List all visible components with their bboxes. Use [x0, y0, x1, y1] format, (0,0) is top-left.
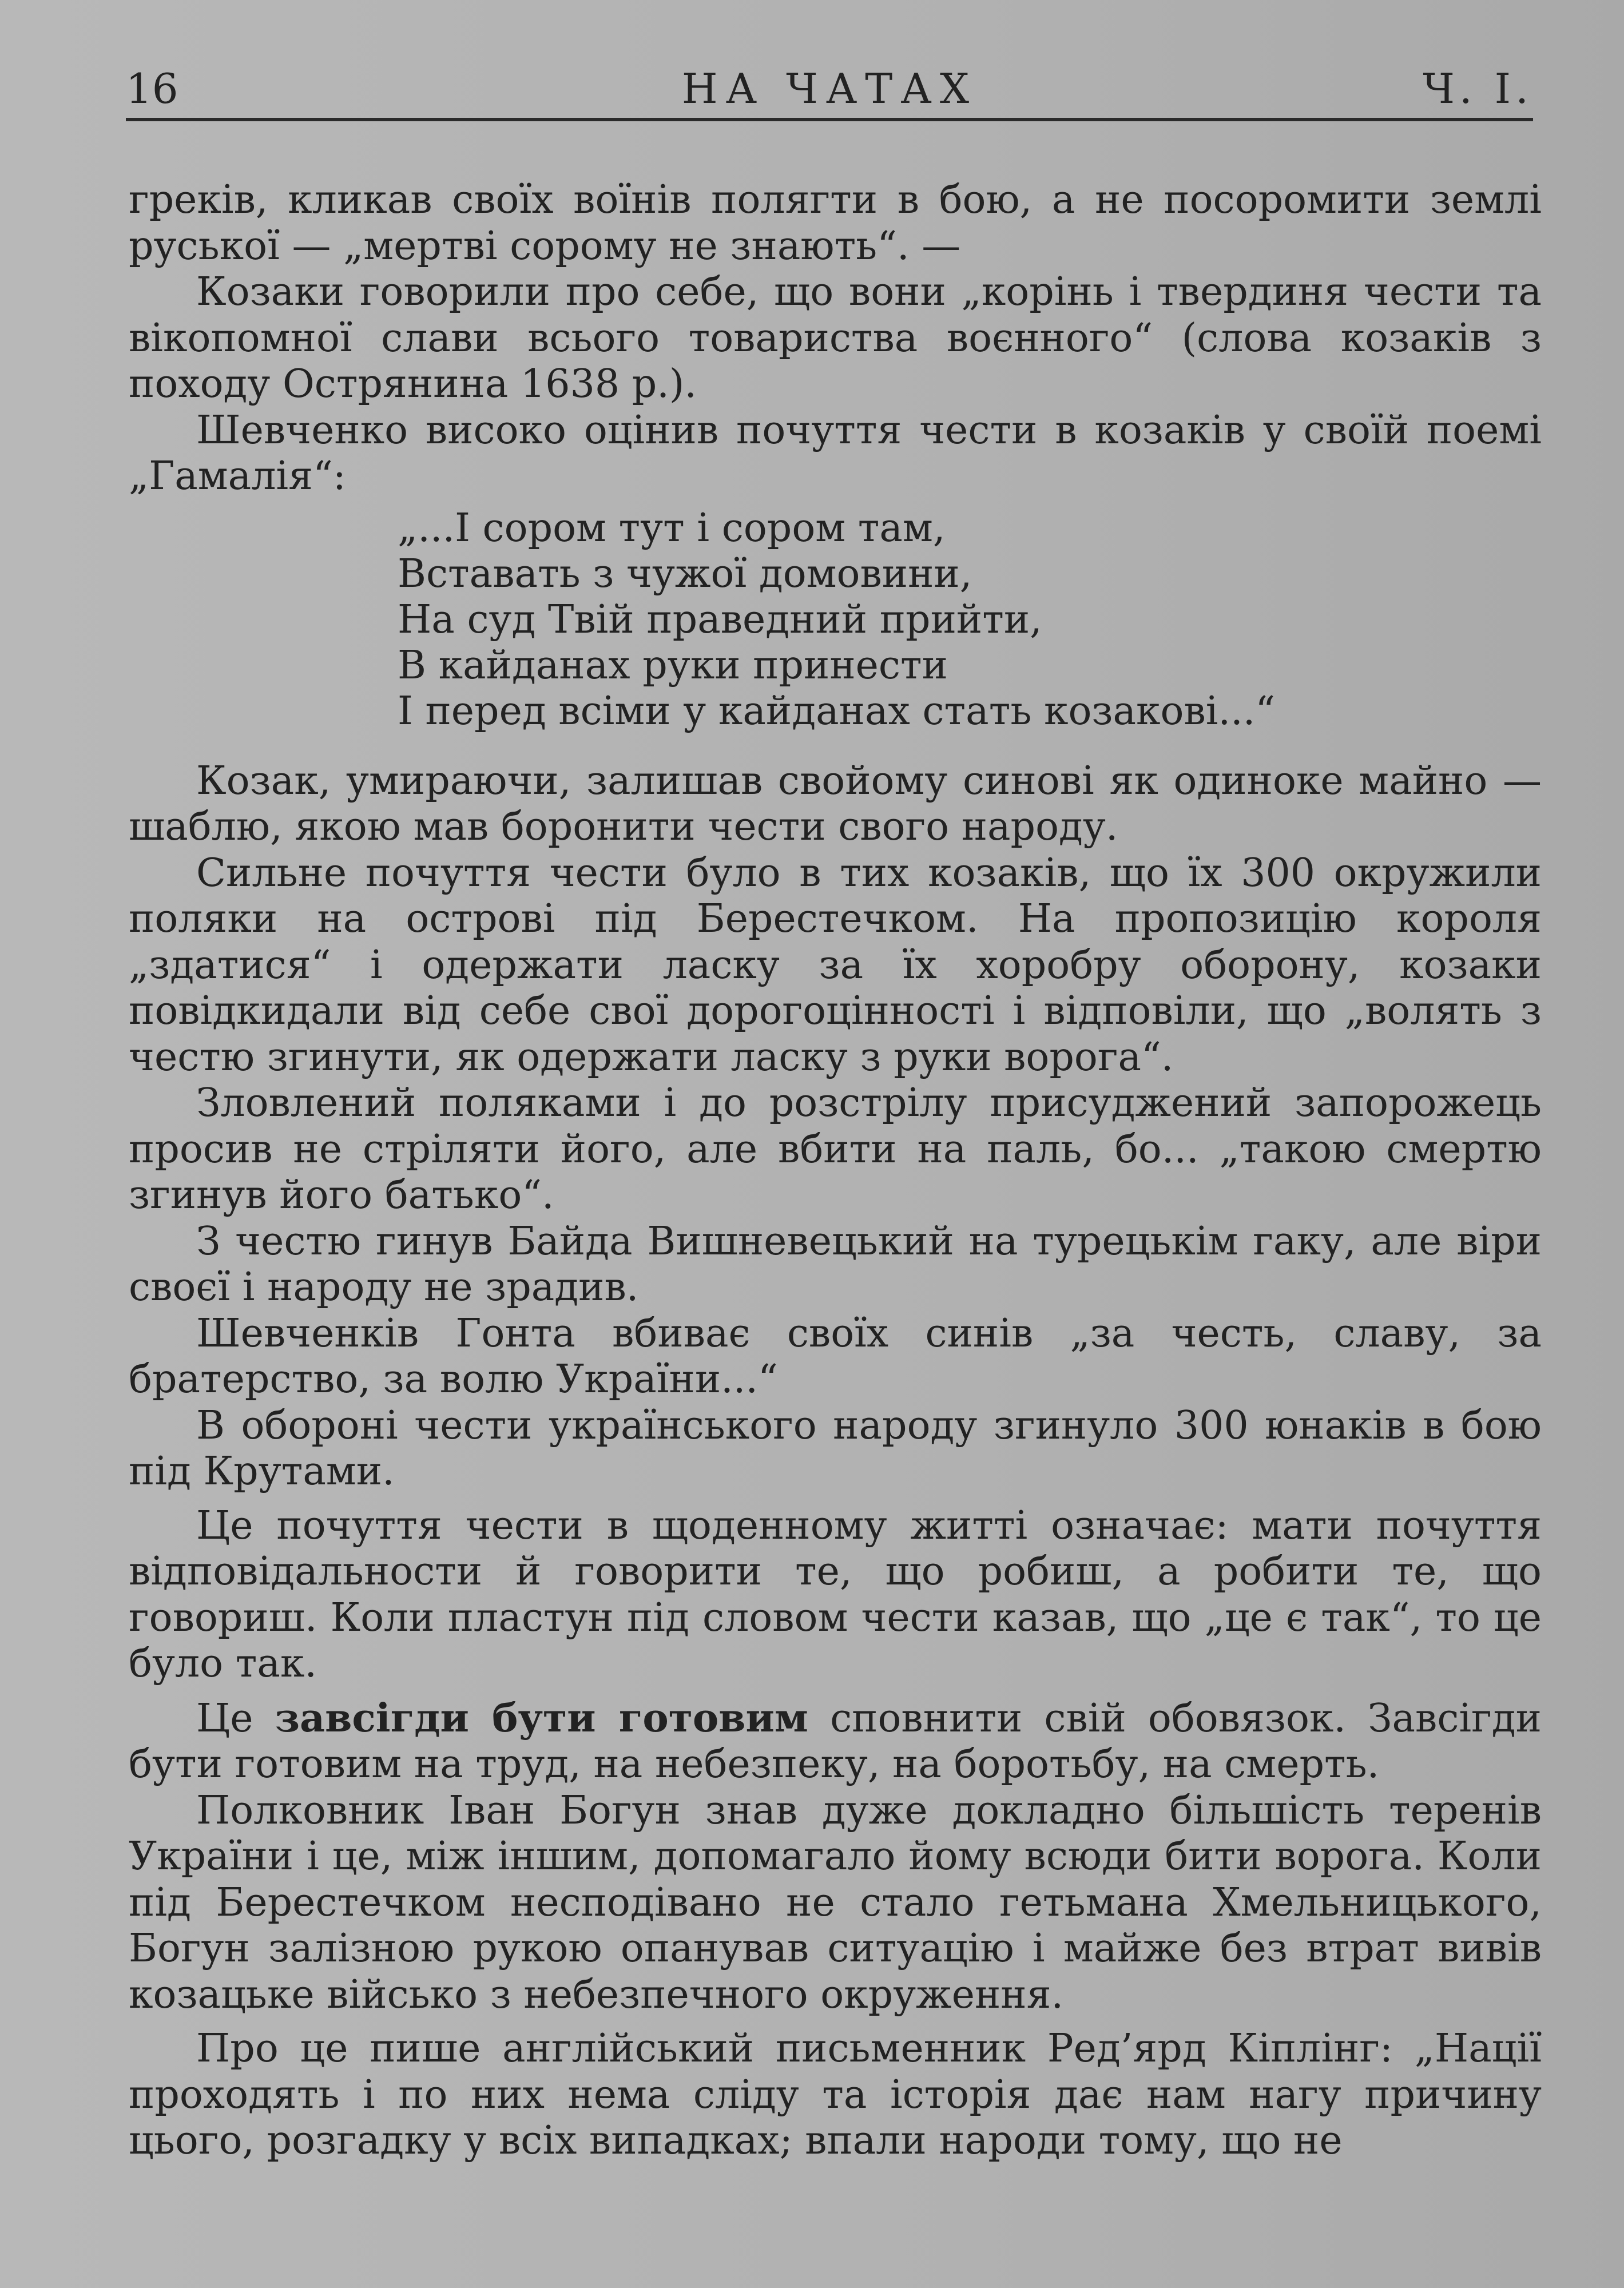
poem-line: „...І сором тут і сором там,: [398, 505, 946, 551]
poem-line: Вставать з чужої домовини,: [398, 551, 972, 597]
paragraph: греків, кликав своїх воїнів полягти в бою, а не посоромити землі руської — „мертві сорому не знають“. —: [129, 177, 1542, 269]
poem-line: І перед всіми у кайданах стать козакові...“: [398, 688, 1276, 734]
bold-phrase: завсігди бути готовим: [275, 1695, 808, 1741]
paragraph: З честю гинув Байда Вишневецький на турецькім гаку, але віри своєї і народу не зрадив.: [129, 1218, 1542, 1310]
paragraph-text: сповнити свій обовязок. Завсігди бути готовим на труд, на небезпеку, на боротьбу, на смерть.: [129, 1695, 1542, 1787]
paragraph: Полковник Іван Богун знав дуже докладно більшість теренів України і це, між іншим, допомагало йому всюди бити ворога. Коли під Берестечком несподівано не стало гетьмана Хмельницького, Богун залізною рукою опанував ситуацію і майже без втрат вивів козацьке військо з небезпечного окруження.: [129, 1787, 1542, 2017]
paragraph: Це почуття чести в щоденному житті означає: мати почуття відповідальности й говорити те, що робиш, а робити те, що говориш. Коли пластун під словом чести казав, що „це є так“, то це було так.: [129, 1503, 1542, 1686]
paragraph: Зловлений поляками і до розстрілу присуджений запорожець просив не стріляти його, але вбити на паль, бо... „такою смертю згинув його батько“.: [129, 1081, 1542, 1218]
paragraph-emphasis: [129, 1695, 1542, 1788]
running-title: НА ЧАТАХ: [681, 65, 978, 113]
poem-line: В кайданах руки принести: [398, 642, 948, 688]
paragraph: Шевченко високо оцінив почуття чести в козаків у своїй поемі „Гамалія“:: [129, 407, 1542, 499]
paragraph: Про це пише англійський письменник Ред’ярд Кіплінг: „Нації проходять і по них нема сліду та історія дає нам нагу причину цього, розгадку у всіх випадках; впали народи тому, що не: [129, 2026, 1542, 2163]
page-header: [126, 57, 1533, 120]
poem-line: На суд Твій праведний прийти,: [398, 597, 1042, 642]
paragraph: В обороні чести українського народу згинуло 300 юнаків в бою під Крутами.: [129, 1403, 1542, 1494]
paragraph: Сильне почуття чести було в тих козаків, що їх 300 окружили поляки на острові під Берестечком. На пропозицію короля „здатися“ і одержати ласку за їх хоробру оборону, козаки повідкидали від себе свої дорогоцінності і відповіли, що „волять з честю згинути, як одержати ласку з руки ворога“.: [129, 850, 1542, 1080]
paragraph: Козак, умираючи, залишав свойому синові як одиноке майно — шаблю, якою мав боронити чести свого народу.: [129, 758, 1542, 849]
body-text: [129, 177, 1542, 2164]
paragraph: Козаки говорили про себе, що вони „корінь і твердиня чести та вікопомної слави всього товариства воєнного“ (слова козаків з походу Острянина 1638 р.).: [129, 269, 1542, 407]
paragraph: Шевченків Гонта вбиває своїх синів „за честь, славу, за братерство, за волю України...“: [129, 1310, 1542, 1402]
header-rule: [126, 118, 1533, 121]
page-number: 16: [126, 65, 178, 113]
paragraph-text: Це: [196, 1695, 275, 1741]
part-label: Ч. І.: [1423, 65, 1533, 113]
poem-quote: [129, 506, 1542, 734]
